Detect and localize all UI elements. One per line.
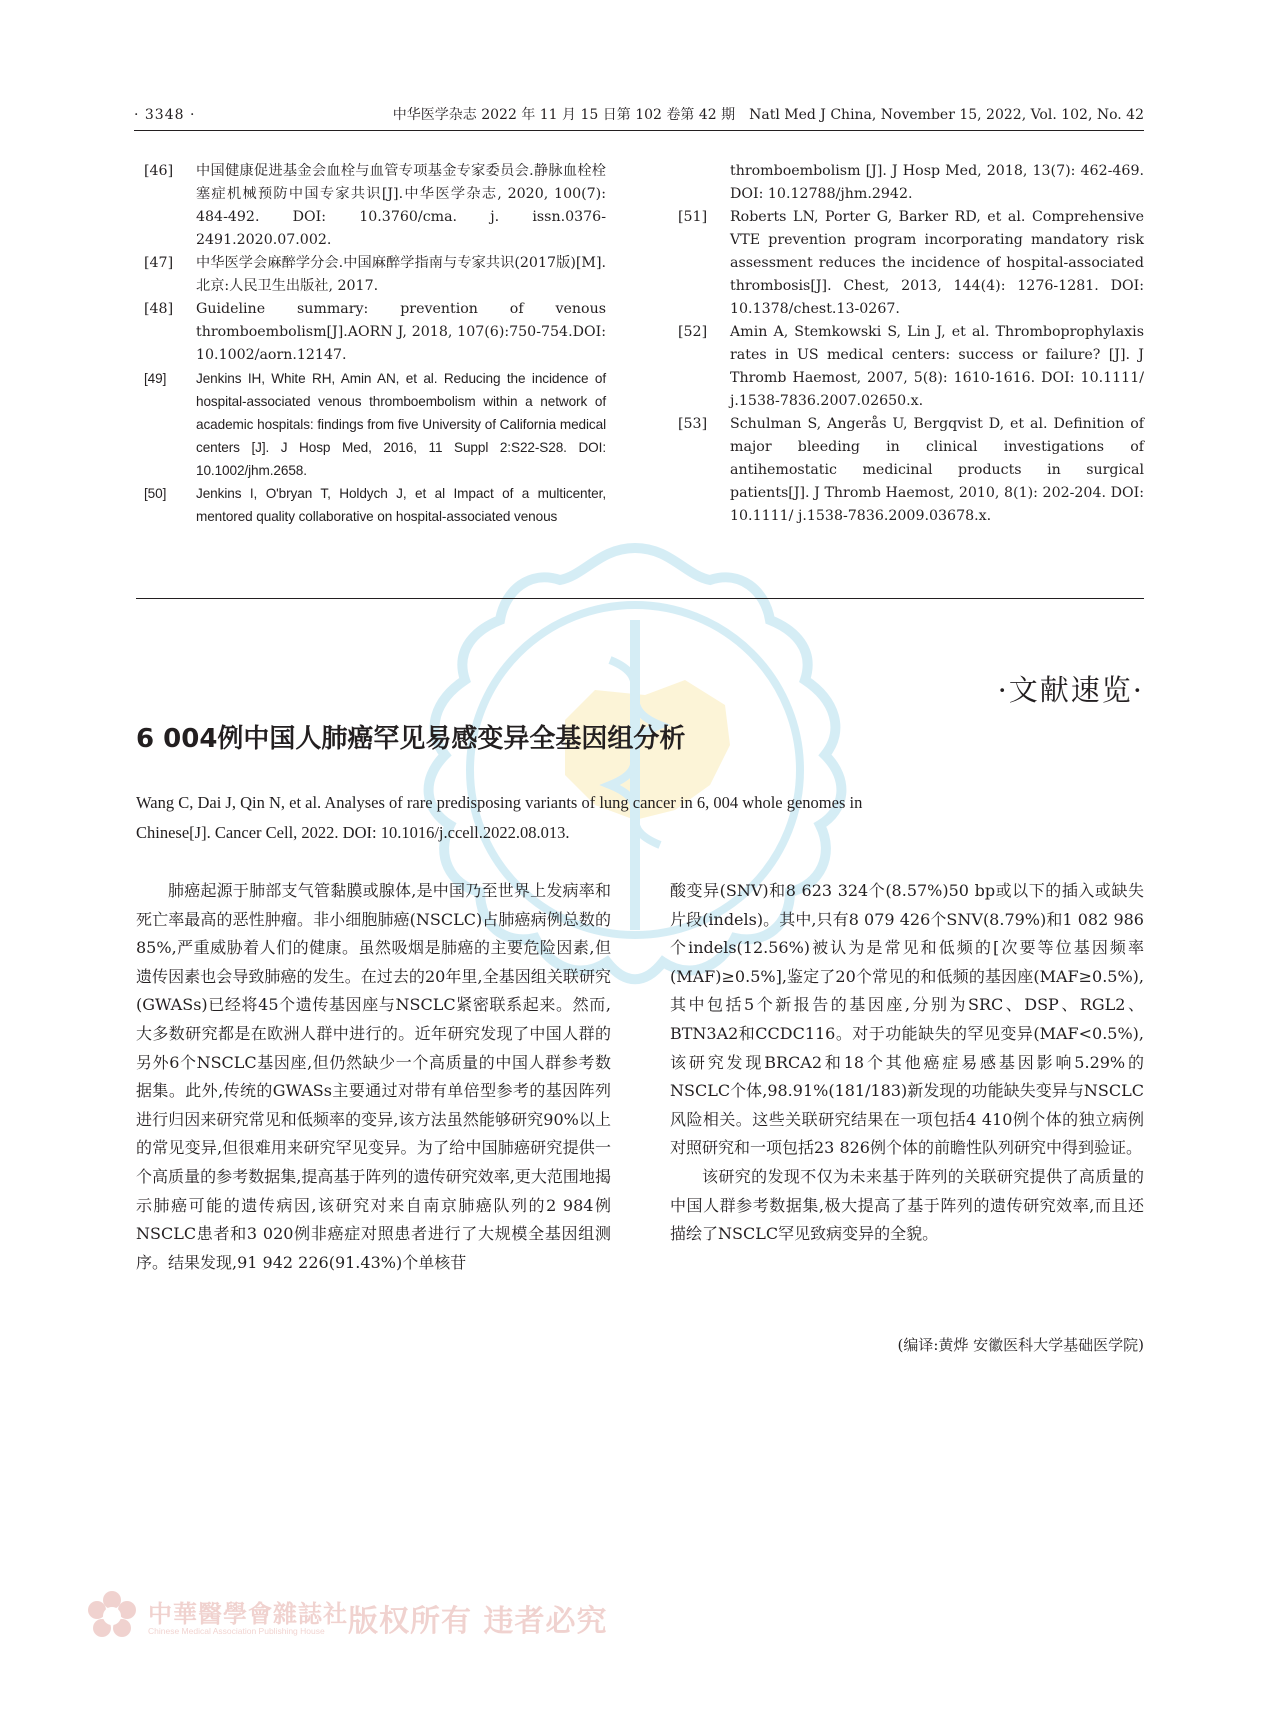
section-divider [136,598,1144,599]
editor-credit: (编译:黄烨 安徽医科大学基础医学院) [897,1336,1144,1354]
article-title: 6 004例中国人肺癌罕见易感变异全基因组分析 [136,724,686,754]
flower-logo-icon [86,1590,138,1642]
journal-running-head: 中华医学杂志 2022 年 11 月 15 日第 102 卷第 42 期 Natl Med J China, November 15, 2022, Vol. 102, No. 42 [392,107,1144,123]
article-citation: Wang C, Dai J, Qin N, et al. Analyses of rare predisposing variants of lung cancer in 6, 004 whole genomes in Chinese[J]. Cancer Cell, 2022. DOI: 10.1016/j.ccell.2022.08.013. [136,793,863,842]
reference-text: Jenkins IH, White RH, Amin AN, et al. Reducing the incidence of hospital-associated venous thromboembolism within a network of academic hospitals: findings from five University of California medical centers [J]. J Hosp Med, 2016, 11 Suppl 2:S22-S28. DOI: 10.1002/jhm.2658. [196,371,606,478]
section-tag: ·文献速览· [997,673,1144,707]
reference-text: Schulman S, Angerås U, Bergqvist D, et al. Definition of major bleeding in clinical investigations of antihemostatic medicinal products in surgical patients[J]. J Thromb Haemost, 2010, 8(1): 202-204. DOI: 10.1111/ j.1538-7836.2009.03678.x. [730,416,1144,524]
reference-47 [136,252,606,298]
reference-number: [47] [144,255,174,271]
article-body-left-column [136,877,611,1277]
article-body-right-column [670,877,1144,1249]
reference-number: [51] [678,209,708,225]
references-left-column [136,160,606,528]
reference-50-continued [670,160,1144,206]
rights-notice: 版权所有 违者必究 [348,1604,608,1639]
reference-text: thromboembolism [J]. J Hosp Med, 2018, 13(7): 462-469. DOI: 10.12788/jhm.2942. [730,163,1144,202]
reference-52 [670,321,1144,413]
publisher-watermark [86,1590,606,1650]
reference-text: 中华医学会麻醉学分会.中国麻醉学指南与专家共识(2017版)[M].北京:人民卫生出版社, 2017. [196,255,606,294]
reference-number: [48] [144,301,174,317]
body-paragraph: 该研究的发现不仅为未来基于阵列的关联研究提供了高质量的中国人群参考数据集,极大提高了基于阵列的遗传研究效率,而且还描绘了NSCLC罕见致病变异的全貌。 [670,1166,1144,1244]
reference-text: Jenkins I, O'bryan T, Holdych J, et al Impact of a multicenter, mentored quality collaborative on hospital-associated venous [196,486,606,524]
body-paragraph: 肺癌起源于肺部支气管黏膜或腺体,是中国乃至世界上发病率和死亡率最高的恶性肿瘤。非小细胞肺癌(NSCLC)占肺癌病例总数的85%,严重威胁着人们的健康。虽然吸烟是肺癌的主要危险因素,但遗传因素也会导致肺癌的发生。在过去的20年里,全基因组关联研究(GWASs)已经将45个遗传基因座与NSCLC紧密联系起来。然而,大多数研究都是在欧洲人群中进行的。近年研究发现了中国人群的另外6个NSCLC基因座,但仍然缺少一个高质量的中国人群参考数据集。此外,传统的GWASs主要通过对带有单倍型参考的基因阵列进行归因来研究常见和低频率的变异,该方法虽然能够研究90%以上的常见变异,但很难用来研究罕见变异。为了给中国肺癌研究提供一个高质量的参考数据集,提高基于阵列的遗传研究效率,更大范围地揭示肺癌可能的遗传病因,该研究对来自南京肺癌队列的2 984例NSCLC患者和3 020例非癌症对照患者进行了大规模全基因组测序。结果发现,91 942 226(91.43%)个单核苷 [136,881,611,1272]
publisher-name: 中華醫學會雜誌社 [148,1599,348,1628]
page-number: · 3348 · [134,107,196,123]
reference-number: [53] [678,416,708,432]
page-header [134,104,1144,131]
reference-text: Roberts LN, Porter G, Barker RD, et al. Comprehensive VTE prevention program incorporating mandatory risk assessment reduces the incidence of hospital-associated thrombosis[J]. Chest, 2013, 144(4): 1276-1281. DOI: 10.1378/chest.13-0267. [730,209,1144,317]
reference-53 [670,413,1144,528]
publisher-name-english: Chinese Medical Association Publishing House [148,1626,325,1636]
reference-48 [136,298,606,367]
reference-number: [52] [678,324,708,340]
reference-number: [50] [144,486,167,501]
reference-text: Amin A, Stemkowski S, Lin J, et al. Thromboprophylaxis rates in US medical centers: success or failure? [J]. J Thromb Haemost, 2007, 5(8): 1610-1616. DOI: 10.1111/ j.1538-7836.2007.02650.x. [730,324,1144,409]
reference-49 [136,367,606,482]
reference-number: [46] [144,163,174,179]
body-paragraph-continued: 酸变异(SNV)和8 623 324个(8.57%)50 bp或以下的插入或缺失片段(indels)。其中,只有8 079 426个SNV(8.79%)和1 082 986个indels(12.56%)被认为是常见和低频的[次要等位基因频率(MAF)≥0.5%],鉴定了20个常见的和低频的基因座(MAF≥0.5%),其中包括5个新报告的基因座,分别为SRC、DSP、RGL2、BTN3A2和CCDC116。对于功能缺失的罕见变异(MAF<0.5%),该研究发现BRCA2和18个其他癌症易感基因影响5.29%的NSCLC个体,98.91%(181/183)新发现的功能缺失变异与NSCLC风险相关。这些关联研究结果在一项包括4 410例个体的独立病例对照研究和一项包括23 826例个体的前瞻性队列研究中得到验证。 [670,881,1144,1158]
reference-text: Guideline summary: prevention of venous thromboembolism[J].AORN J, 2018, 107(6):750-754.DOI: 10.1002/aorn.12147. [196,301,606,363]
reference-50 [136,482,606,528]
references-right-column [670,160,1144,528]
reference-text: 中国健康促进基金会血栓与血管专项基金专家委员会.静脉血栓栓塞症机械预防中国专家共识[J].中华医学杂志, 2020, 100(7): 484-492. DOI: 10.3760/cma. j. issn.0376-2491.2020.07.002. [196,163,606,248]
reference-number: [49] [144,371,167,386]
reference-46 [136,160,606,252]
reference-51 [670,206,1144,321]
